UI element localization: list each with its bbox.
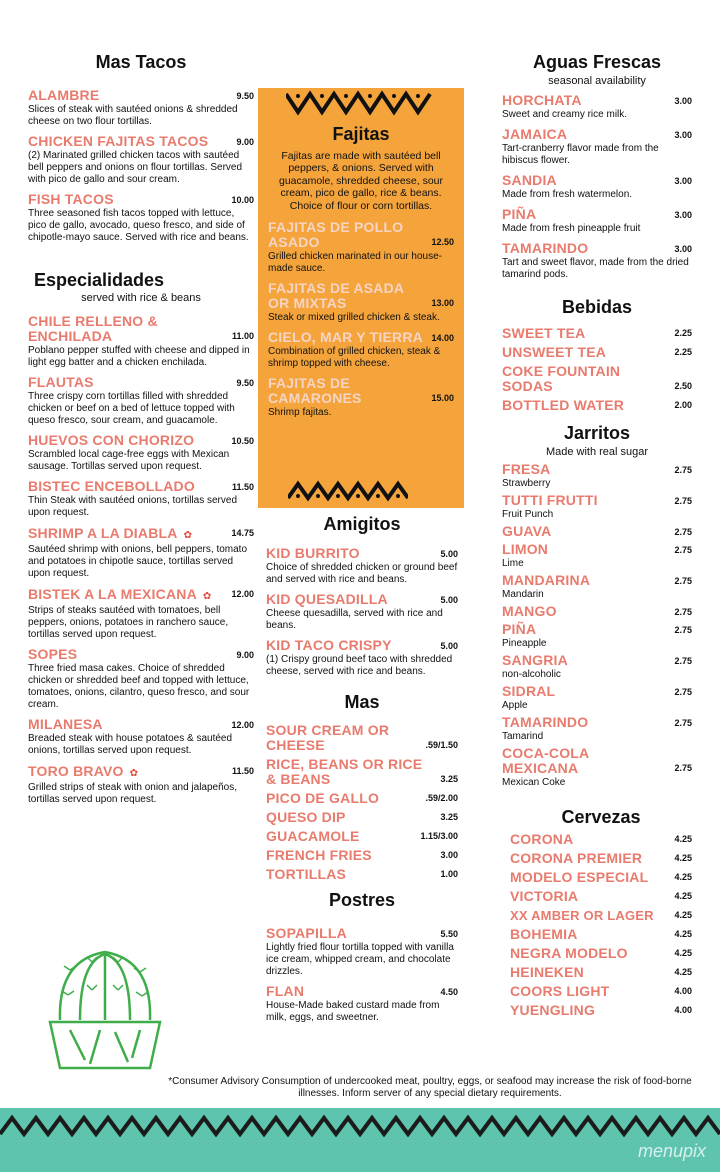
item-price: 4.25 bbox=[674, 948, 692, 959]
item-price: 4.25 bbox=[674, 910, 692, 921]
item-price: 14.00 bbox=[431, 333, 454, 344]
item-name: FAJITAS DE POLLO ASADO bbox=[268, 219, 404, 251]
item-desc: Tart and sweet flavor, made from the dried tamarind pods. bbox=[502, 256, 689, 280]
cactus-illustration bbox=[40, 940, 170, 1072]
jarritos-title: Jarritos bbox=[563, 423, 631, 444]
menu-item bbox=[28, 192, 254, 244]
menu-item bbox=[502, 345, 692, 360]
item-desc: Tamarind bbox=[502, 730, 544, 742]
item-price: 2.25 bbox=[674, 347, 692, 358]
item-price: 12.00 bbox=[231, 589, 254, 600]
item-price: 9.00 bbox=[236, 650, 254, 661]
item-price: 2.75 bbox=[674, 655, 692, 666]
item-name: COKE FOUNTAIN SODAS bbox=[502, 363, 621, 395]
amigitos-title: Amigitos bbox=[323, 514, 401, 534]
menu-item bbox=[502, 398, 692, 413]
item-desc: Fruit Punch bbox=[502, 508, 554, 520]
item-price: 5.00 bbox=[440, 640, 458, 651]
menu-item bbox=[502, 364, 692, 394]
item-price: .59/2.00 bbox=[425, 793, 458, 804]
item-price: .59/1.50 bbox=[425, 740, 458, 751]
item-price: 5.00 bbox=[440, 594, 458, 605]
item-price: 2.75 bbox=[674, 544, 692, 555]
item-price: 2.75 bbox=[674, 686, 692, 697]
item-name: TORO BRAVO bbox=[28, 763, 124, 780]
menu-item bbox=[266, 984, 458, 1024]
item-name: SWEET TEA bbox=[502, 325, 586, 342]
fajitas-title: Fajitas bbox=[332, 124, 390, 144]
item-name: QUESO DIP bbox=[266, 809, 346, 826]
item-name: CORONA PREMIER bbox=[510, 850, 643, 867]
item-name: PIÑA bbox=[502, 620, 537, 637]
item-desc: Steak or mixed grilled chicken & steak. bbox=[268, 312, 440, 324]
item-price: 3.25 bbox=[440, 812, 458, 823]
menu-item bbox=[510, 832, 692, 847]
menu-item bbox=[502, 493, 692, 521]
aguas-frescas-title: Aguas Frescas bbox=[532, 52, 662, 72]
item-name: KID QUESADILLA bbox=[266, 590, 388, 607]
chili-pepper-icon: ✿ bbox=[202, 591, 212, 603]
item-price: 2.75 bbox=[674, 464, 692, 475]
item-name: CHICKEN FAJITAS TACOS bbox=[28, 132, 209, 149]
item-name: LIMON bbox=[502, 540, 549, 557]
mas-title: Mas bbox=[344, 691, 380, 712]
menu-item bbox=[510, 870, 692, 885]
menu-item bbox=[28, 647, 254, 711]
menu-item bbox=[266, 791, 458, 806]
menu-item bbox=[502, 326, 692, 341]
fajitas-box bbox=[258, 88, 464, 508]
menu-item bbox=[510, 946, 692, 961]
item-desc: Breaded steak with house potatoes & sautéed onions, tortillas served upon request. bbox=[28, 733, 233, 757]
item-price: 15.00 bbox=[431, 393, 454, 404]
menu-item bbox=[28, 479, 254, 519]
item-name: SANGRIA bbox=[502, 651, 568, 668]
menu-item bbox=[266, 592, 458, 632]
menu-item bbox=[502, 573, 692, 601]
menu-item bbox=[502, 127, 692, 167]
item-name: RICE, BEANS OR RICE & BEANS bbox=[266, 756, 423, 788]
item-price: 2.75 bbox=[674, 575, 692, 586]
item-name: VICTORIA bbox=[510, 888, 579, 905]
item-price: 4.25 bbox=[674, 853, 692, 864]
menu-item bbox=[510, 984, 692, 999]
item-desc: Strips of steaks sautéed with tomatoes, bell peppers, onions, potatoes in ranchero sauce, tortillas served upon request. bbox=[28, 605, 229, 641]
item-desc: Apple bbox=[502, 699, 528, 711]
item-price: 3.00 bbox=[440, 850, 458, 861]
item-name: TORTILLAS bbox=[266, 866, 347, 883]
menu-item bbox=[28, 525, 254, 580]
item-name: FLAN bbox=[266, 982, 305, 999]
menu-item bbox=[502, 684, 692, 712]
left-column bbox=[28, 52, 254, 806]
item-name: BOTTLED WATER bbox=[502, 397, 625, 414]
menu-item bbox=[266, 848, 458, 863]
menu-item bbox=[268, 330, 454, 370]
item-desc: Grilled strips of steak with onion and jalapeños, tortillas served upon request. bbox=[28, 782, 238, 806]
item-price: 11.50 bbox=[231, 766, 254, 777]
item-price: 2.50 bbox=[674, 381, 692, 392]
menu-item bbox=[266, 926, 458, 978]
item-name: MODELO ESPECIAL bbox=[510, 869, 649, 886]
chili-pepper-icon: ✿ bbox=[129, 768, 138, 780]
menu-item bbox=[266, 757, 458, 787]
item-price: 3.00 bbox=[674, 209, 692, 220]
especialidades-subtitle: served with rice & beans bbox=[81, 292, 201, 305]
item-price: 4.50 bbox=[440, 986, 458, 997]
item-desc: Made from fresh watermelon. bbox=[502, 188, 633, 200]
menu-item bbox=[28, 88, 254, 128]
item-price: 2.75 bbox=[674, 717, 692, 728]
aguas-frescas-subtitle: seasonal availability bbox=[548, 74, 646, 87]
item-desc: Tart-cranberry flavor made from the hibiscus flower. bbox=[502, 142, 659, 166]
item-name: FRENCH FRIES bbox=[266, 847, 372, 864]
especialidades-title: Especialidades bbox=[34, 269, 165, 290]
item-name: SANDIA bbox=[502, 171, 557, 188]
menu-item bbox=[268, 376, 454, 419]
item-desc: Cheese quesadilla, served with rice and beans. bbox=[266, 607, 443, 631]
item-name: BISTEK A LA MEXICANA bbox=[28, 586, 197, 603]
item-desc: Scrambled local cage-free eggs with Mexican sausage. Tortillas served upon request. bbox=[28, 449, 230, 473]
item-price: 10.00 bbox=[231, 194, 254, 205]
item-desc: Slices of steak with sautéed onions & shredded cheese on two flour tortillas. bbox=[28, 103, 238, 127]
menu-item bbox=[502, 524, 692, 539]
item-price: 5.00 bbox=[440, 548, 458, 559]
menu-item bbox=[502, 746, 692, 789]
item-price: 9.50 bbox=[236, 90, 254, 101]
item-desc: Pineapple bbox=[502, 637, 547, 649]
item-price: 1.00 bbox=[440, 869, 458, 880]
item-price: 13.00 bbox=[431, 298, 454, 309]
menu-item bbox=[28, 314, 254, 369]
item-name: HUEVOS CON CHORIZO bbox=[28, 432, 195, 449]
fajitas-intro: Fajitas are made with sautéed bell peppers, & onions. Served with guacamole, shredded cheese, sour cream, pico de gallo, rice & beans. Choice of flour or corn tortillas. bbox=[278, 149, 444, 212]
menu-item bbox=[28, 586, 254, 641]
item-price: 2.00 bbox=[674, 400, 692, 411]
item-price: 4.25 bbox=[674, 891, 692, 902]
item-price: 4.00 bbox=[674, 1005, 692, 1016]
mas-tacos-list bbox=[28, 88, 254, 244]
item-desc: non-alcoholic bbox=[502, 668, 561, 680]
consumer-advisory: *Consumer Advisory Consumption of undercooked meat, poultry, eggs, or seafood may increase the risk of food-borne illnesses. Inform server of any special dietary requirements. bbox=[168, 1076, 692, 1099]
fajitas-section bbox=[258, 88, 464, 508]
item-name: KID TACO CRISPY bbox=[266, 636, 392, 653]
item-name: FLAUTAS bbox=[28, 374, 94, 391]
middle-lower-column bbox=[266, 508, 458, 1024]
item-price: 14.75 bbox=[231, 528, 254, 539]
jarritos-list bbox=[502, 462, 692, 789]
menu-item bbox=[502, 715, 692, 743]
decorative-bottom-band bbox=[0, 1108, 720, 1172]
item-name: PICO DE GALLO bbox=[266, 790, 380, 807]
item-name: FRESA bbox=[502, 460, 551, 477]
item-price: 4.25 bbox=[674, 872, 692, 883]
item-price: 10.50 bbox=[231, 436, 254, 447]
menu-item bbox=[266, 723, 458, 753]
item-desc: Lime bbox=[502, 557, 524, 569]
item-name: HEINEKEN bbox=[510, 964, 584, 981]
menu-item bbox=[28, 433, 254, 473]
menu-item bbox=[28, 375, 254, 427]
item-name: CIELO, MAR Y TIERRA bbox=[268, 329, 423, 346]
mas-list bbox=[266, 723, 458, 882]
item-name: BISTEC ENCEBOLLADO bbox=[28, 478, 195, 495]
item-name: SIDRAL bbox=[502, 682, 556, 699]
item-price: 9.50 bbox=[236, 378, 254, 389]
menu-item bbox=[502, 173, 692, 201]
item-price: 4.25 bbox=[674, 967, 692, 978]
item-desc: Strawberry bbox=[502, 477, 551, 489]
item-name: TUTTI FRUTTI bbox=[502, 491, 598, 508]
item-name: GUAVA bbox=[502, 522, 552, 539]
item-price: 3.25 bbox=[440, 774, 458, 785]
item-price: 3.00 bbox=[674, 243, 692, 254]
item-name: YUENGLING bbox=[510, 1002, 596, 1019]
item-name: FAJITAS DE ASADA OR MIXTAS bbox=[268, 280, 404, 312]
menu-item bbox=[510, 908, 692, 923]
item-name: JAMAICA bbox=[502, 125, 568, 142]
cervezas-title: Cervezas bbox=[561, 806, 641, 827]
zigzag-pattern-bottom bbox=[288, 480, 408, 502]
menu-item bbox=[266, 546, 458, 586]
watermark: menupix bbox=[637, 1141, 706, 1161]
menu-item bbox=[510, 927, 692, 942]
item-name: UNSWEET TEA bbox=[502, 344, 607, 361]
item-name: FISH TACOS bbox=[28, 190, 114, 207]
menu-item bbox=[502, 653, 692, 681]
menu-item bbox=[28, 763, 254, 806]
item-price: 12.00 bbox=[231, 720, 254, 731]
menu-item bbox=[268, 220, 454, 275]
item-price: 11.00 bbox=[231, 331, 254, 342]
mas-tacos-title: Mas Tacos bbox=[95, 52, 187, 72]
item-name: MANDARINA bbox=[502, 571, 591, 588]
item-desc: Poblano pepper stuffed with cheese and dipped in light egg batter and a chicken enchilada. bbox=[28, 345, 250, 369]
item-price: 5.50 bbox=[440, 928, 458, 939]
item-price: 2.75 bbox=[674, 762, 692, 773]
menu-item bbox=[28, 134, 254, 186]
item-desc: Choice of shredded chicken or ground beef and served with rice and beans. bbox=[266, 561, 458, 585]
item-desc: Combination of grilled chicken, steak & shrimp topped with cheese. bbox=[268, 346, 441, 370]
item-desc: Three fried masa cakes. Choice of shredded chicken or shredded beef and topped with lettuce, tomatoes, onions, cilantro, queso fresco, and sour cream. bbox=[28, 663, 250, 711]
postres-title: Postres bbox=[328, 890, 396, 911]
item-price: 4.25 bbox=[674, 834, 692, 845]
item-name: SOPES bbox=[28, 646, 78, 663]
item-desc: (1) Crispy ground beef taco with shredded cheese, served with rice and beans. bbox=[266, 653, 453, 677]
menu-item bbox=[502, 93, 692, 121]
item-name: KID BURRITO bbox=[266, 544, 360, 561]
menu-item bbox=[502, 207, 692, 235]
item-name: MILANESA bbox=[28, 716, 103, 733]
bebidas-title: Bebidas bbox=[561, 296, 633, 317]
item-name: COORS LIGHT bbox=[510, 983, 610, 1000]
item-desc: Sautéed shrimp with onions, bell peppers, tomato and potatoes in chipotle sauce, tortillas served upon request. bbox=[28, 544, 248, 580]
menu-item bbox=[502, 542, 692, 570]
item-desc: Lightly fried flour tortilla topped with vanilla ice cream, whipped cream, and chocolate drizzles. bbox=[266, 941, 454, 977]
item-price: 12.50 bbox=[431, 237, 454, 248]
item-desc: (2) Marinated grilled chicken tacos with sautéed bell peppers and onions on flour tortillas. Served with pico de gallo and sour cream. bbox=[28, 149, 243, 185]
item-name: TAMARINDO bbox=[502, 239, 589, 256]
item-name: BOHEMIA bbox=[510, 926, 578, 943]
item-desc: Three crispy corn tortillas filled with shredded chicken or beef on a bed of lettuce topped with queso fresco, sour cream, and guacamole. bbox=[28, 391, 235, 427]
menu-item bbox=[266, 638, 458, 678]
item-desc: Made from fresh pineapple fruit bbox=[502, 222, 641, 234]
item-name: TAMARINDO bbox=[502, 713, 589, 730]
item-price: 2.75 bbox=[674, 526, 692, 537]
item-desc: Mexican Coke bbox=[502, 776, 566, 788]
item-price: 2.75 bbox=[674, 606, 692, 617]
menu-item bbox=[266, 867, 458, 882]
menu-item bbox=[510, 1003, 692, 1018]
item-name: CHILE RELLENO & ENCHILADA bbox=[28, 313, 158, 345]
item-name: SHRIMP A LA DIABLA bbox=[28, 525, 178, 542]
cervezas-section bbox=[510, 807, 692, 1019]
menu-item bbox=[502, 604, 692, 619]
item-price: 2.75 bbox=[674, 624, 692, 635]
item-price: 4.25 bbox=[674, 929, 692, 940]
item-price: 2.75 bbox=[674, 495, 692, 506]
especialidades-list bbox=[28, 314, 254, 806]
item-name: MANGO bbox=[502, 602, 557, 619]
menu-item bbox=[502, 241, 692, 281]
menu-item bbox=[266, 810, 458, 825]
item-desc: House-Made baked custard made from milk, eggs, and sweetner. bbox=[266, 999, 440, 1023]
menu-item bbox=[268, 281, 454, 324]
item-name: GUACAMOLE bbox=[266, 828, 360, 845]
jarritos-subtitle: Made with real sugar bbox=[545, 445, 649, 458]
menu-item bbox=[502, 622, 692, 650]
item-desc: Three seasoned fish tacos topped with lettuce, pico de gallo, avocado, queso fresco, and side of chipotle-mayo sauce. Served with rice and beans. bbox=[28, 207, 249, 243]
menu-item bbox=[510, 965, 692, 980]
item-desc: Mandarin bbox=[502, 588, 544, 600]
menu-item bbox=[510, 889, 692, 904]
item-name: NEGRA MODELO bbox=[510, 945, 628, 962]
chili-pepper-icon: ✿ bbox=[183, 530, 192, 542]
item-name: CORONA bbox=[510, 831, 574, 848]
item-name: COCA-COLA MEXICANA bbox=[502, 744, 589, 776]
menu-item bbox=[266, 829, 458, 844]
menu-item bbox=[502, 462, 692, 490]
right-column bbox=[502, 52, 692, 1018]
menu-item bbox=[510, 851, 692, 866]
item-name: FAJITAS DE CAMARONES bbox=[268, 375, 362, 407]
item-name: HORCHATA bbox=[502, 91, 582, 108]
item-price: 1.15/3.00 bbox=[420, 831, 458, 842]
item-price: 9.00 bbox=[236, 136, 254, 147]
zigzag-pattern-top bbox=[286, 90, 436, 116]
item-desc: Grilled chicken marinated in our house-made sauce. bbox=[268, 251, 442, 275]
item-price: 3.00 bbox=[674, 175, 692, 186]
item-name: XX AMBER OR LAGER bbox=[510, 908, 654, 924]
item-price: 4.00 bbox=[674, 986, 692, 997]
item-desc: Thin Steak with sautéed onions, tortillas served upon request. bbox=[28, 495, 237, 519]
item-name: SOPAPILLA bbox=[266, 924, 347, 941]
item-name: SOUR CREAM OR CHEESE bbox=[266, 722, 390, 754]
item-desc: Sweet and creamy rice milk. bbox=[502, 108, 628, 120]
item-price: 3.00 bbox=[674, 95, 692, 106]
item-name: PIÑA bbox=[502, 205, 537, 222]
menu-item bbox=[28, 717, 254, 757]
item-price: 3.00 bbox=[674, 129, 692, 140]
zigzag-border-icon bbox=[0, 1112, 720, 1142]
item-name: ALAMBRE bbox=[28, 86, 100, 103]
item-price: 2.25 bbox=[674, 328, 692, 339]
item-desc: Shrimp fajitas. bbox=[268, 407, 332, 419]
item-price: 11.50 bbox=[231, 482, 254, 493]
